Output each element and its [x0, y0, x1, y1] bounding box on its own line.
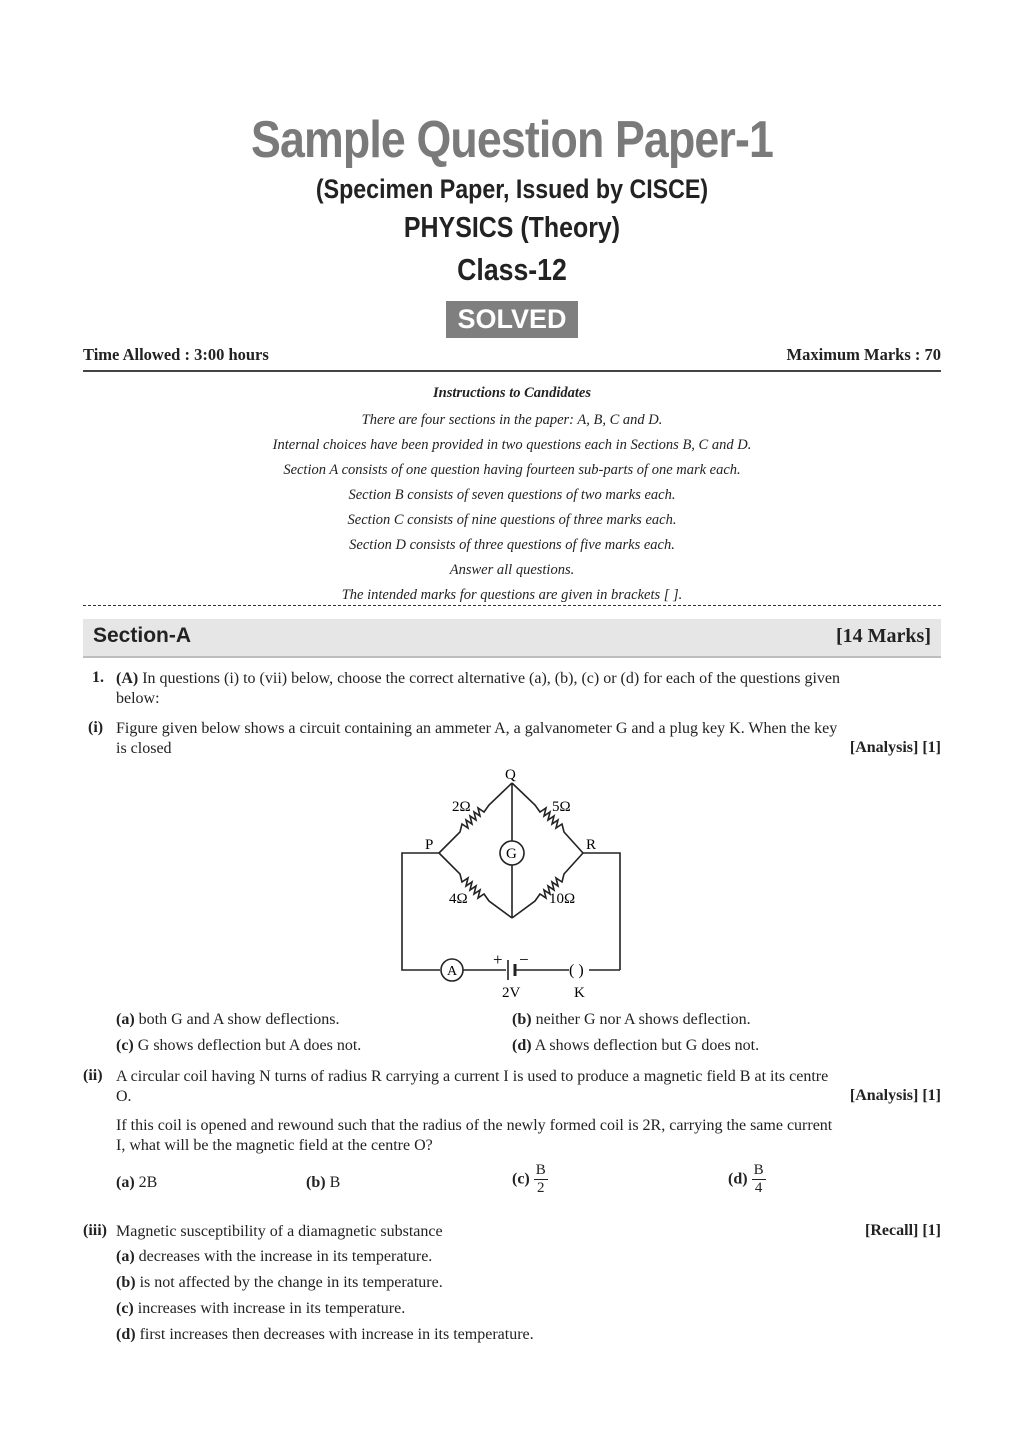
subquestion-text: Figure given below shows a circuit containing an ammeter A, a galvanometer G and a plug key K. When the key — [116, 720, 838, 737]
dashed-divider — [83, 605, 941, 606]
circuit-diagram — [392, 760, 632, 1005]
option-c[interactable] — [116, 1037, 361, 1055]
time-allowed: Time Allowed : 3:00 hours — [83, 345, 269, 364]
fraction-denominator: 2 — [537, 1180, 545, 1196]
battery-plus: + — [493, 950, 503, 969]
option-b[interactable] — [116, 1274, 443, 1292]
resistor-label-sr: 10Ω — [549, 891, 576, 907]
question-tag: [Recall] [1] — [865, 1222, 941, 1239]
option-b[interactable] — [512, 1011, 751, 1029]
battery-label: 2V — [502, 985, 521, 1001]
option-text: is not affected by the change in its temperature. — [139, 1274, 443, 1291]
option-label: (d) — [512, 1037, 532, 1054]
fraction-denominator: 4 — [754, 1180, 763, 1196]
question-intro — [116, 669, 942, 689]
option-text: G shows deflection but A does not. — [137, 1037, 362, 1054]
instruction-line: The intended marks for questions are given in brackets [ ]. — [341, 587, 683, 603]
ammeter-label: A — [447, 964, 458, 979]
instruction-line: Internal choices have been provided in two questions each in Sections B, C and D. — [272, 437, 752, 453]
option-d[interactable] — [116, 1326, 534, 1344]
option-label: (c) — [512, 1170, 530, 1188]
resistor-label-ps: 4Ω — [449, 891, 468, 907]
question-part-label: (A) — [116, 670, 139, 687]
question-number: 1. — [92, 669, 104, 686]
question-tag: [Analysis] [1] — [849, 739, 941, 756]
paper-title: Sample Question Paper-1 — [251, 111, 773, 169]
option-label: (b) — [306, 1174, 326, 1191]
solved-badge: SOLVED — [446, 301, 578, 338]
subquestion-number: (iii) — [83, 1222, 107, 1239]
option-text: 2B — [138, 1174, 158, 1191]
option-c[interactable] — [512, 1162, 548, 1197]
option-c[interactable] — [116, 1300, 405, 1318]
resistor-pq — [439, 783, 512, 853]
section-marks: [14 Marks] — [836, 625, 931, 647]
subquestion-text: Magnetic susceptibility of a diamagnetic substance — [116, 1223, 443, 1240]
resistor-sr — [512, 853, 583, 918]
instruction-line: Section B consists of seven questions of two marks each. — [348, 487, 676, 503]
option-label: (a) — [116, 1011, 135, 1028]
option-label: (d) — [728, 1170, 748, 1188]
key-label: K — [574, 985, 585, 1001]
fraction — [534, 1162, 548, 1197]
option-label: (c) — [116, 1300, 134, 1317]
node-label-p: P — [425, 837, 434, 853]
battery-minus: − — [519, 950, 529, 969]
resistor-label-qr: 5Ω — [552, 799, 571, 815]
subquestion-text-cont: I, what will be the magnetic field at the centre O? — [116, 1137, 433, 1154]
question-tag: [Analysis] [1] — [849, 1087, 941, 1104]
subquestion-text-cont: O. — [116, 1088, 132, 1105]
option-text: A shows deflection but G does not. — [534, 1037, 760, 1054]
option-label: (c) — [116, 1037, 134, 1054]
galvanometer-label: G — [506, 846, 517, 862]
section-name: Section-A — [93, 624, 192, 647]
subquestion-text: If this coil is opened and rewound such that the radius of the newly formed coil is 2R, carrying the same current — [116, 1117, 833, 1134]
node-label-r: R — [586, 837, 597, 853]
key-symbol: ( ) — [569, 962, 584, 979]
option-label: (b) — [512, 1011, 532, 1028]
question-intro-text: In questions (i) to (vii) below, choose the correct alternative (a), (b), (c) or (d) for each of the questions given — [142, 670, 841, 687]
instructions-block — [83, 383, 941, 608]
option-a[interactable] — [116, 1174, 157, 1192]
instruction-line: Section D consists of three questions of five marks each. — [349, 537, 675, 553]
instructions-title: Instructions to Candidates — [433, 385, 591, 401]
option-text: decreases with the increase in its temperature. — [138, 1248, 433, 1265]
option-a[interactable] — [116, 1011, 340, 1029]
resistor-ps — [439, 853, 512, 918]
paper-subtitle: (Specimen Paper, Issued by CISCE) — [315, 174, 709, 204]
maximum-marks: Maximum Marks : 70 — [786, 345, 941, 364]
question-intro-text-cont: below: — [116, 690, 160, 707]
option-text: B — [329, 1174, 341, 1191]
option-b[interactable] — [306, 1174, 340, 1192]
option-text: both G and A show deflections. — [138, 1011, 340, 1028]
node-label-q: Q — [505, 767, 516, 783]
subquestion-text: A circular coil having N turns of radius R carrying a current I is used to produce a magnetic field B at its centre — [116, 1068, 829, 1085]
option-text: first increases then decreases with increase in its temperature. — [139, 1326, 534, 1343]
fraction-numerator: B — [753, 1162, 764, 1178]
resistor-label-pq: 2Ω — [452, 799, 471, 815]
section-header — [83, 619, 941, 658]
header-divider — [83, 370, 941, 372]
subject-title: PHYSICS (Theory) — [403, 212, 621, 244]
fraction-numerator: B — [535, 1162, 546, 1178]
instruction-line: Section C consists of nine questions of three marks each. — [347, 512, 677, 528]
option-label: (a) — [116, 1248, 135, 1265]
instruction-line: There are four sections in the paper: A, B, C and D. — [361, 412, 663, 428]
resistor-qr — [512, 783, 583, 853]
instruction-line: Section A consists of one question having fourteen sub-parts of one mark each. — [283, 462, 741, 478]
option-a[interactable] — [116, 1248, 432, 1266]
instruction-line: Answer all questions. — [449, 562, 575, 578]
option-label: (d) — [116, 1326, 136, 1343]
subquestion-number: (ii) — [83, 1067, 103, 1084]
option-d[interactable] — [728, 1162, 766, 1197]
option-text: neither G nor A shows deflection. — [535, 1011, 751, 1028]
subquestion-number: (i) — [88, 719, 104, 736]
subquestion-text-cont: is closed — [116, 740, 172, 757]
option-label: (b) — [116, 1274, 136, 1291]
option-text: increases with increase in its temperature. — [137, 1300, 406, 1317]
class-title: Class-12 — [457, 252, 567, 287]
option-d[interactable] — [512, 1037, 759, 1055]
fraction — [752, 1162, 766, 1197]
option-label: (a) — [116, 1174, 135, 1191]
